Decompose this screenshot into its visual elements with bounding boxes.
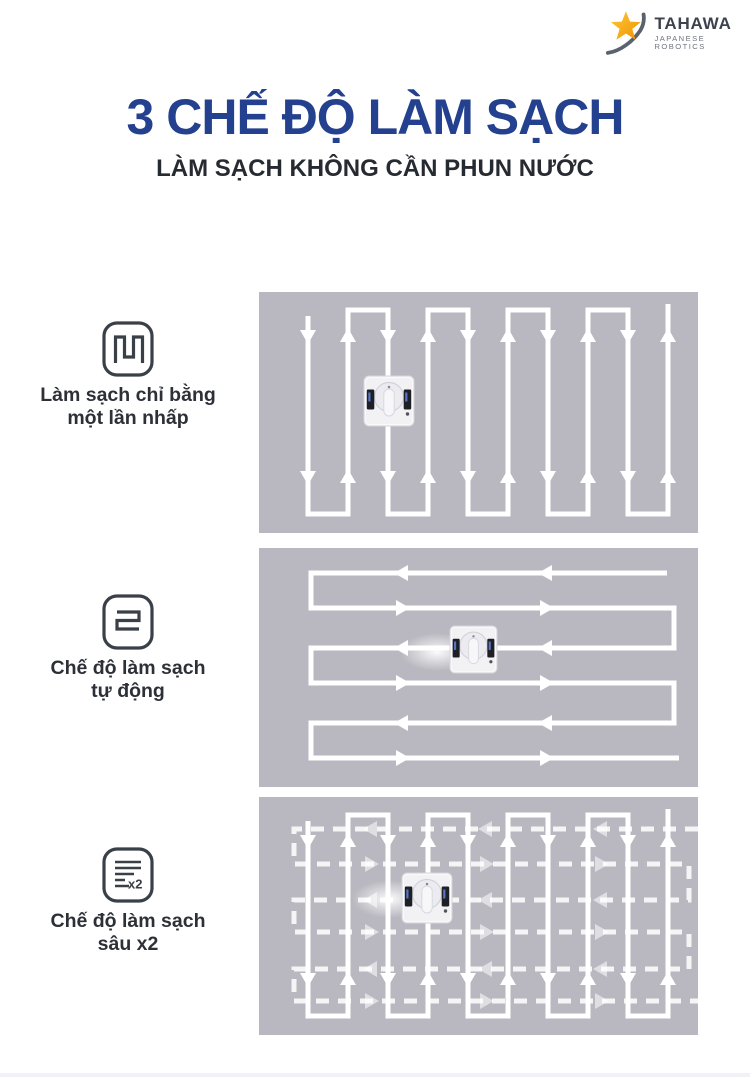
direction-arrow-icon bbox=[420, 833, 436, 847]
direction-arrow-icon bbox=[363, 961, 377, 977]
robot-image bbox=[402, 873, 452, 923]
mode-2-pattern-panel bbox=[259, 548, 698, 787]
direction-arrow-icon bbox=[478, 821, 492, 837]
mode-3-label-line1: Chế độ làm sạch bbox=[50, 910, 206, 932]
direction-arrow-icon bbox=[480, 993, 494, 1009]
direction-arrow-icon bbox=[340, 469, 356, 483]
mode-1-label bbox=[18, 384, 238, 431]
direction-arrow-icon bbox=[500, 328, 516, 342]
logo-star-swoosh-icon bbox=[606, 8, 649, 58]
cleaning-route-line bbox=[308, 304, 668, 514]
direction-arrow-icon bbox=[620, 973, 636, 987]
direction-arrow-icon bbox=[420, 328, 436, 342]
x2-badge: x2 bbox=[128, 876, 143, 892]
mode-3-aside bbox=[18, 846, 238, 957]
direction-arrow-icon bbox=[660, 971, 676, 985]
direction-arrow-icon bbox=[593, 821, 607, 837]
brand-name: TAHAWA bbox=[654, 14, 732, 34]
direction-arrow-icon bbox=[420, 971, 436, 985]
mode-2-label-line2: tự động bbox=[91, 680, 165, 703]
direction-arrow-icon bbox=[540, 835, 556, 849]
robot-image bbox=[450, 626, 497, 673]
mode-1-label-line1: Làm sạch chỉ bằng bbox=[40, 384, 216, 406]
mode-1-pattern-panel bbox=[259, 292, 698, 533]
direction-arrow-icon bbox=[620, 835, 636, 849]
direction-arrow-icon bbox=[580, 833, 596, 847]
direction-arrow-icon bbox=[480, 856, 494, 872]
direction-arrow-icon bbox=[300, 973, 316, 987]
mode-3-pattern-panel bbox=[259, 797, 698, 1035]
direction-arrow-icon bbox=[540, 750, 554, 766]
direction-arrow-icon bbox=[593, 961, 607, 977]
brand-tagline: JAPANESE ROBOTICS bbox=[654, 34, 706, 51]
direction-arrow-icon bbox=[660, 328, 676, 342]
direction-arrow-icon bbox=[380, 973, 396, 987]
direction-arrow-icon bbox=[300, 330, 316, 344]
direction-arrow-icon bbox=[460, 471, 476, 485]
mode-2-label bbox=[18, 657, 238, 704]
direction-arrow-icon bbox=[340, 328, 356, 342]
cleaning-route-line bbox=[294, 829, 698, 1001]
direction-arrow-icon bbox=[595, 856, 609, 872]
direction-arrow-icon bbox=[580, 469, 596, 483]
direction-arrow-icon bbox=[593, 892, 607, 908]
mode-1-aside bbox=[18, 320, 238, 431]
page-subtitle: LÀM SẠCH KHÔNG CẦN PHUN NƯỚC bbox=[156, 155, 594, 182]
deep-clean-x2-icon bbox=[102, 846, 154, 904]
mode-3-label-line2: sâu x2 bbox=[97, 933, 159, 956]
auto-clean-serpentine-icon bbox=[102, 593, 154, 651]
direction-arrow-icon bbox=[500, 971, 516, 985]
direction-arrow-icon bbox=[480, 924, 494, 940]
direction-arrow-icon bbox=[620, 330, 636, 344]
direction-arrow-icon bbox=[620, 471, 636, 485]
direction-arrow-icon bbox=[595, 993, 609, 1009]
direction-arrow-icon bbox=[396, 750, 410, 766]
direction-arrow-icon bbox=[660, 833, 676, 847]
mode-1-label-line2: một lần nhấp bbox=[67, 407, 189, 430]
vertical-serpentine-pattern bbox=[259, 292, 698, 533]
direction-arrow-icon bbox=[365, 993, 379, 1009]
direction-arrow-icon bbox=[660, 469, 676, 483]
direction-arrow-icon bbox=[595, 924, 609, 940]
logo-text bbox=[654, 15, 750, 50]
direction-arrow-icon bbox=[540, 471, 556, 485]
direction-arrow-icon bbox=[394, 565, 408, 581]
direction-arrow-icon bbox=[538, 715, 552, 731]
direction-arrow-icon bbox=[363, 821, 377, 837]
direction-arrow-icon bbox=[580, 328, 596, 342]
direction-arrow-icon bbox=[365, 924, 379, 940]
direction-arrow-icon bbox=[538, 640, 552, 656]
direction-arrow-icon bbox=[394, 715, 408, 731]
page-title: 3 CHẾ ĐỘ LÀM SẠCH bbox=[126, 89, 624, 145]
direction-arrow-icon bbox=[460, 973, 476, 987]
grid-serpentine-pattern bbox=[259, 797, 698, 1035]
direction-arrow-icon bbox=[580, 971, 596, 985]
direction-arrow-icon bbox=[365, 856, 379, 872]
direction-arrow-icon bbox=[540, 675, 554, 691]
direction-arrow-icon bbox=[380, 471, 396, 485]
mode-2-label-line1: Chế độ làm sạch bbox=[50, 657, 206, 679]
direction-arrow-icon bbox=[396, 675, 410, 691]
direction-arrow-icon bbox=[540, 330, 556, 344]
bottom-edge-strip bbox=[0, 1073, 750, 1077]
direction-arrow-icon bbox=[420, 469, 436, 483]
direction-arrow-icon bbox=[460, 330, 476, 344]
mode-2-aside bbox=[18, 593, 238, 704]
robot-image bbox=[364, 376, 414, 426]
single-click-zigzag-icon bbox=[102, 320, 154, 378]
direction-arrow-icon bbox=[538, 565, 552, 581]
direction-arrow-icon bbox=[396, 600, 410, 616]
direction-arrow-icon bbox=[300, 471, 316, 485]
direction-arrow-icon bbox=[340, 833, 356, 847]
horizontal-serpentine-pattern bbox=[259, 548, 698, 787]
mode-3-label bbox=[18, 910, 238, 957]
direction-arrow-icon bbox=[540, 600, 554, 616]
brand-logo bbox=[606, 8, 750, 58]
direction-arrow-icon bbox=[340, 971, 356, 985]
direction-arrow-icon bbox=[380, 835, 396, 849]
direction-arrow-icon bbox=[500, 833, 516, 847]
direction-arrow-icon bbox=[460, 835, 476, 849]
direction-arrow-icon bbox=[540, 973, 556, 987]
direction-arrow-icon bbox=[300, 835, 316, 849]
direction-arrow-icon bbox=[500, 469, 516, 483]
direction-arrow-icon bbox=[380, 330, 396, 344]
direction-arrow-icon bbox=[478, 961, 492, 977]
cleaning-route-line bbox=[308, 809, 668, 1016]
direction-arrow-icon bbox=[478, 892, 492, 908]
